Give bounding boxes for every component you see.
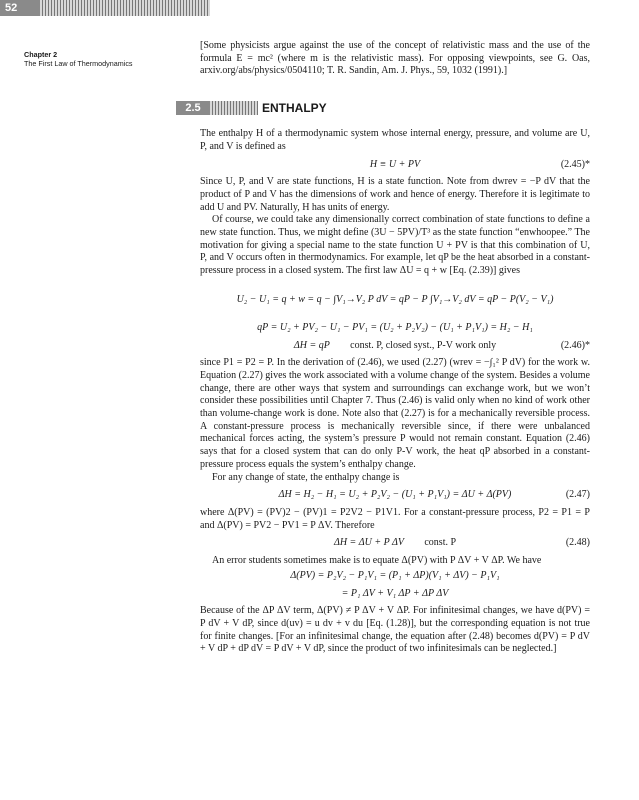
equation-2-48-condition: const. P — [424, 537, 457, 549]
main-content — [185, 40, 590, 656]
equation-2-47-tag: (2.47) — [565, 489, 590, 501]
equation-first-law — [200, 283, 590, 317]
equation-2-46-tag: (2.46)* — [560, 339, 590, 351]
running-header — [24, 50, 184, 68]
equation-2-47-body: ΔH = H₂ − H₁ = U₂ + P₂V₂ − (U₁ + P₁V₁) = ΔU + Δ(PV) — [278, 489, 512, 501]
paragraph-infinitesimal: Because of the ΔP ΔV term, Δ(PV) ≠ P ΔV + V ΔP. For infinitesimal changes, we have d(PV) = P dV + V dP, since d(uv) = u dv + v du [Eq. (1.28)], but the corresponding equation is not true for finite changes. [For an infinitesimal change, the equation after (2.48) becomes d(PV) = P dV + V dP + dP dV = P dV + V dP, since the product of two infinitesimals can be neglected.] — [200, 605, 590, 655]
equation-2-45-tag: (2.45)* — [560, 158, 590, 170]
paragraph-any-change: For any change of state, the enthalpy change is — [212, 471, 400, 483]
equation-delta-pv-1-body: Δ(PV) = P₂V₂ − P₁V₁ = (P₁ + ΔP)(V₁ + ΔV) − P₁V₁ — [290, 569, 500, 581]
equation-2-46-body: ΔH = qP — [293, 339, 330, 351]
equation-delta-pv-2 — [200, 588, 590, 601]
equation-2-45-body: H ≡ U + PV — [369, 158, 421, 170]
equation-2-47 — [200, 489, 590, 502]
reference-note: [Some physicists argue against the use of the concept of relativistic mass and the use of the formula E = mc² (where m is the relativistic mass). For opposing viewpoints, see G. Oas, arxiv.org/abs/physics/0504110; T. R. Sandin, Am. J. Phys., 59, 1032 (1991).] — [200, 40, 590, 77]
equation-2-48-tag: (2.48) — [565, 537, 590, 549]
equation-first-law-body: U₂ − U₁ = q + w = q − ∫V₁→V₂ P dV = qP − P ∫V₁→V₂ dV = qP − P(V₂ − V₁) — [236, 293, 554, 305]
equation-2-46 — [200, 340, 590, 353]
chapter-title: The First Law of Thermodynamics — [24, 59, 133, 68]
page-number: 52 — [0, 0, 40, 16]
paragraph-constant-pressure: where Δ(PV) = (PV)2 − (PV)1 = P2V2 − P1V1. For a constant-pressure process, P2 = P1 = P and Δ(PV) = PV2 − PV1 = P ΔV. Therefore — [200, 506, 590, 531]
equation-2-45 — [200, 159, 590, 172]
equation-delta-pv-2-body: = P₁ ΔV + V₁ ΔP + ΔP ΔV — [341, 587, 449, 599]
section-number: 2.5 — [176, 101, 210, 115]
paragraph-derivation: since P1 = P2 = P. In the derivation of (2.46), we used (2.27) (wrev = −∫₁² P dV) for the work w. Equation (2.27) gives the work associated with a volume change of the system. Besides a volume change, there are other ways that system and surroundings can exchange work, but we won’t consider these possibilities until Chapter 7. Thus (2.46) is valid only when no kind of work other than volume-change work is done. Note also that (2.27) is for a mechanically reversible process. A constant-pressure process is mechanically reversible since, if there were unbalanced mechanical forces acting, the system’s pressure P would not remain constant. Equation (2.46) says that for a closed system that can do only P-V work, the heat qP absorbed in a constant-pressure process equals the system’s enthalpy change. — [200, 357, 590, 470]
equation-2-48 — [200, 537, 590, 550]
equation-2-48-body: ΔH = ΔU + P ΔV — [333, 537, 404, 549]
section-heading — [185, 100, 590, 116]
paragraph-enwhoopee: Of course, we could take any dimensionally correct combination of state functions to define a new state function. Thus, we might define (3U − 5PV)/T³ as the state function “enwhoopee.” The motivation for giving a special name to the state function U + PV is that this combination of U, P, and V occurs often in thermodynamics. For example, let qP be the heat absorbed in a constant-pressure process in a closed system. The first law ΔU = q + w [Eq. (2.39)] gives — [200, 214, 590, 277]
chapter-label: Chapter 2 — [24, 50, 58, 59]
equation-qp-body: qP = U₂ + PV₂ − U₁ − PV₁ = (U₂ + P₂V₂) − (U₁ + P₁V₁) = H₂ − H₁ — [257, 321, 533, 333]
paragraph-common-error: An error students sometimes make is to equate Δ(PV) with P ΔV + V ΔP. We have — [212, 555, 542, 567]
paragraph-state-function: Since U, P, and V are state functions, H is a state function. Note from dwrev = −P dV that the product of P and V has the dimensions of work and hence of energy. Therefore it is legitimate to add U and PV. Naturally, H has units of energy. — [200, 176, 590, 213]
section-title: ENTHALPY — [262, 101, 327, 116]
equation-delta-pv-1 — [200, 570, 590, 583]
equation-qp — [200, 322, 590, 335]
paragraph-enthalpy-definition: The enthalpy H of a thermodynamic system whose internal energy, pressure, and volume are U, P, and V is defined as — [200, 128, 590, 152]
equation-2-46-condition: const. P, closed syst., P-V work only — [350, 339, 497, 351]
